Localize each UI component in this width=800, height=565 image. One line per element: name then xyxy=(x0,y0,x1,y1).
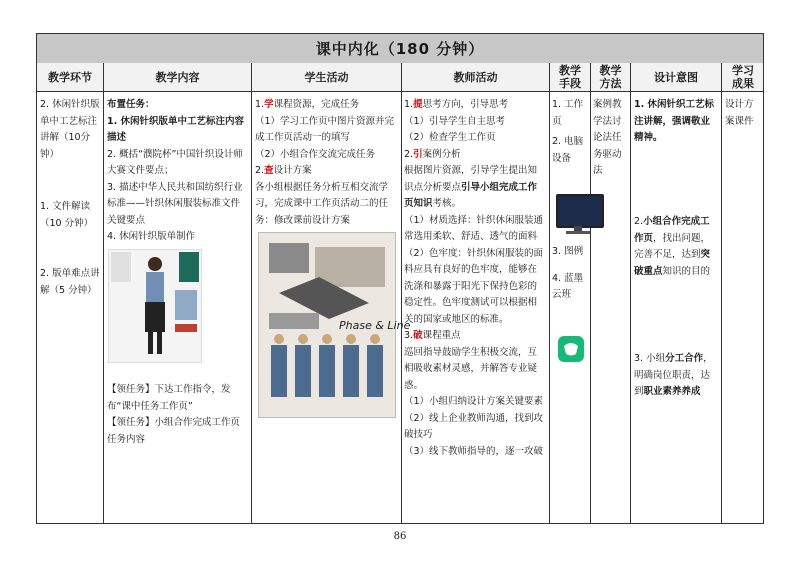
teacher-item: （1）材质选择：针织休闲服装通常选用柔软、舒适、透气的面料 xyxy=(404,214,544,242)
design-intent-column xyxy=(634,97,718,147)
content-item: 4. 休闲针织版单制作 xyxy=(107,231,196,242)
method-item: 案例教学法讨论法任务驱动法 xyxy=(593,99,622,176)
stage-item: 2. 休闲针织版单中工艺标注讲解（10分钟） xyxy=(40,99,100,160)
teacher-item: （2）线上企业教师沟通，找到攻破技巧 xyxy=(404,412,544,440)
header-design-intent: 设计意图 xyxy=(631,63,722,91)
page-number: 86 xyxy=(393,531,407,542)
header-teaching-stage: 教学环节 xyxy=(37,63,104,91)
teacher-item: （1）小组归纳设计方案关键要素 xyxy=(404,396,544,407)
outcome-column xyxy=(725,97,760,130)
means-column-lower xyxy=(552,244,586,304)
stage-item: 2. 版单难点讲解（5 分钟） xyxy=(40,268,100,296)
teacher-item: （1）引导学生自主思考 xyxy=(404,115,506,127)
collage-caption: Phase & Line xyxy=(339,319,411,332)
header-teaching-means: 教学手段 xyxy=(550,63,591,91)
means-item: 1. 工作页 xyxy=(552,99,584,127)
teacher-item: （2）检查学生工作页 xyxy=(404,132,496,143)
student-item: （2）小组合作交流完成任务 xyxy=(255,148,376,160)
divider xyxy=(721,91,722,523)
table-title: 课中内化（180 分钟） xyxy=(37,34,763,64)
stage-item: 1. 文件解读（10 分钟） xyxy=(40,201,94,229)
method-column xyxy=(593,97,629,180)
header-teacher-activity: 教师活动 xyxy=(402,63,550,91)
header-teaching-content: 教学内容 xyxy=(104,63,252,91)
outcome-item: 设计方案课件 xyxy=(725,99,754,127)
means-column xyxy=(552,97,586,167)
teacher-item: 巡回指导鼓励学生积极交流，互相吸收素材灵感，并解答专业疑惑。 xyxy=(404,346,538,391)
header-teaching-method: 教学方法 xyxy=(591,63,631,91)
teacher-item: （3）线下教师指导的，逐一攻破 xyxy=(404,445,544,457)
model-photo xyxy=(108,249,202,363)
means-item: 2. 电脑设备 xyxy=(552,136,584,164)
content-item: 2. 概括“濮院杯”中国针织设计师大赛文件要点； xyxy=(107,148,243,176)
header-learning-outcome: 学习成果 xyxy=(732,64,754,90)
task-item: 【领任务】下达工作指令，发布“课中任务工作页” xyxy=(107,384,231,412)
task-item: 【领任务】小组合作完成工作页任务内容 xyxy=(107,417,241,445)
intent-item: 1. 休闲针织工艺标注讲解，强调敬业精神。 xyxy=(634,99,715,143)
design-intent-column-3: 3. 小组分工合作，明确岗位职责，达到职业素养养成 xyxy=(634,353,713,397)
design-intent-column-2: 2.小组合作完成工作页，找出问题，完善不足，达到突破重点知识的目的 xyxy=(634,216,711,277)
student-activity-column: 1.学课程资源，完成任务 （1）学习工作页中图片资源并完成工作页活动一的填写 （2）小组合作交流完成任务 2.查设计方案 各小组根据任务分析互相交流学习，完成课中工作页活动二的任务：修改课前设计方案 xyxy=(255,97,397,229)
design-collage xyxy=(258,232,411,418)
cloud-class-app-icon xyxy=(558,336,584,362)
student-item: （1）学习工作页中图片资源并完成工作页活动一的填写 xyxy=(255,115,395,143)
divider xyxy=(103,91,104,523)
teacher-activity-column: 1.提思考方向，引导思考 （1）引导学生自主思考 （2）检查学生工作页 2.引案例分析 根据图片资源，引导学生提出知识点分析要点引导小组完成工作页知识考核。 （1）材质选择：针织休闲服装通常选用柔软、舒适、透气的面料 （2）色牢度：针织休闲服装的面料应具有良好的色牢度，能够在洗涤和暴露于阳光下保持色彩的稳定性。色牢度测试可以根据相关的国家或地区的标准。 3.破课程重点 巡回指导鼓励学生积极交流，互相吸收素材灵感，并解答专业疑惑。 （1）小组归纳设计方案关键要素 （2）线上企业教师沟通，找到攻破技巧 （3）线下教师指导的，逐一攻破 xyxy=(404,97,546,460)
computer-device-icon xyxy=(556,194,604,228)
divider xyxy=(549,91,550,523)
teacher-item: （2）色牢度：针织休闲服装的面料应具有良好的色牢度，能够在洗涤和暴露于阳光下保持色彩的稳定性。色牢度测试可以根据相关的国家或地区的标准。 xyxy=(404,247,544,325)
header-row xyxy=(37,63,763,92)
stage-column xyxy=(40,97,100,299)
content-item: 3. 描述中华人民共和国纺织行业标准——针织休闲服装标准文件关键要点 xyxy=(107,181,243,226)
divider xyxy=(251,91,252,523)
content-column xyxy=(107,97,249,246)
header-student-activity: 学生活动 xyxy=(252,63,402,91)
content-heading: 布置任务： xyxy=(107,99,155,110)
divider xyxy=(590,91,591,523)
computer-base xyxy=(566,231,590,234)
teacher-item: 根据图片资源，引导学生提出知识点分析要点引导小组完成工作页知识考核。 xyxy=(404,165,538,209)
task-column xyxy=(107,382,249,448)
divider xyxy=(630,91,631,523)
means-item: 3. 图例 xyxy=(552,246,584,257)
means-item: 4. 蓝墨云班 xyxy=(552,272,584,300)
student-item: 各小组根据任务分析互相交流学习，完成课中工作页活动二的任务：修改课前设计方案 xyxy=(255,181,389,226)
divider xyxy=(401,91,402,523)
content-item: 1. 休闲针织版单中工艺标注内容描述 xyxy=(107,115,245,143)
